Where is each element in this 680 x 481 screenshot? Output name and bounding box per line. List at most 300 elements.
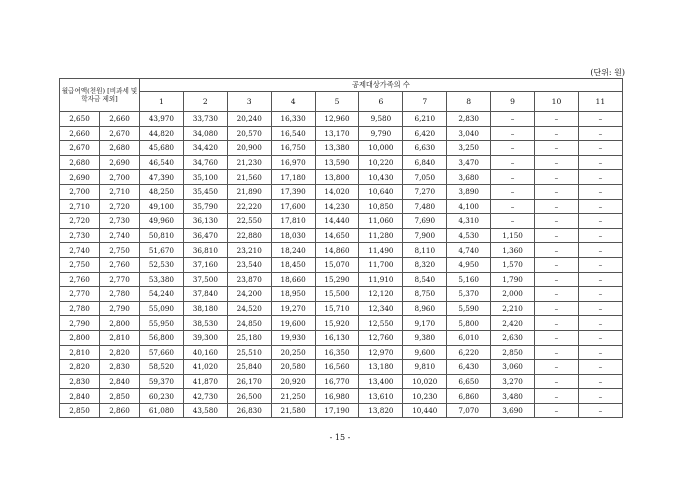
tax-amount-cell: –: [535, 374, 579, 389]
tax-amount-cell: 13,400: [359, 374, 403, 389]
tax-amount-cell: 47,390: [140, 170, 184, 185]
tax-amount-cell: 14,230: [315, 199, 359, 214]
tax-amount-cell: 7,900: [403, 228, 447, 243]
tax-amount-cell: –: [491, 199, 535, 214]
tax-amount-cell: –: [535, 199, 579, 214]
tax-amount-cell: 6,430: [447, 360, 491, 375]
tax-amount-cell: 14,440: [315, 214, 359, 229]
income-to-cell: 2,800: [100, 316, 140, 331]
tax-amount-cell: 60,230: [140, 389, 184, 404]
tax-amount-cell: 6,630: [403, 141, 447, 156]
tax-amount-cell: 36,810: [183, 243, 227, 258]
tax-amount-cell: 6,840: [403, 155, 447, 170]
tax-amount-cell: 2,420: [491, 316, 535, 331]
tax-amount-cell: 7,480: [403, 199, 447, 214]
tax-amount-cell: 22,550: [227, 214, 271, 229]
tax-amount-cell: 20,900: [227, 141, 271, 156]
tax-amount-cell: 16,130: [315, 330, 359, 345]
unit-note: (단위: 원): [590, 68, 625, 77]
tax-amount-cell: 25,180: [227, 330, 271, 345]
family-count-9: 9: [491, 92, 535, 112]
tax-amount-cell: –: [535, 141, 579, 156]
tax-amount-cell: 8,540: [403, 272, 447, 287]
tax-amount-cell: 16,750: [271, 141, 315, 156]
tax-amount-cell: 12,970: [359, 345, 403, 360]
tax-amount-cell: 9,810: [403, 360, 447, 375]
income-to-cell: 2,770: [100, 272, 140, 287]
tax-amount-cell: 2,830: [447, 112, 491, 127]
income-from-cell: 2,840: [60, 389, 100, 404]
tax-amount-cell: 21,890: [227, 184, 271, 199]
income-to-cell: 2,710: [100, 184, 140, 199]
tax-amount-cell: 13,590: [315, 155, 359, 170]
tax-amount-cell: 56,800: [140, 330, 184, 345]
tax-amount-cell: –: [491, 155, 535, 170]
tax-amount-cell: 22,880: [227, 228, 271, 243]
tax-amount-cell: 20,570: [227, 126, 271, 141]
tax-amount-cell: 16,540: [271, 126, 315, 141]
tax-amount-cell: 1,570: [491, 257, 535, 272]
tax-amount-cell: 42,730: [183, 389, 227, 404]
income-to-cell: 2,850: [100, 389, 140, 404]
tax-amount-cell: 5,160: [447, 272, 491, 287]
tax-amount-cell: 43,580: [183, 403, 227, 418]
tax-amount-cell: 34,760: [183, 155, 227, 170]
tax-amount-cell: 17,810: [271, 214, 315, 229]
tax-amount-cell: 11,910: [359, 272, 403, 287]
tax-amount-cell: –: [491, 126, 535, 141]
tax-amount-cell: 6,650: [447, 374, 491, 389]
family-count-header: 공제대상가족의 수: [140, 79, 623, 92]
tax-amount-cell: –: [578, 155, 622, 170]
income-from-cell: 2,690: [60, 170, 100, 185]
tax-amount-cell: 1,360: [491, 243, 535, 258]
tax-amount-cell: 3,890: [447, 184, 491, 199]
tax-amount-cell: –: [578, 403, 622, 418]
income-from-cell: 2,660: [60, 126, 100, 141]
table-row: [60, 272, 623, 287]
tax-amount-cell: –: [535, 403, 579, 418]
tax-amount-cell: 37,840: [183, 287, 227, 302]
income-from-cell: 2,820: [60, 360, 100, 375]
tax-amount-cell: –: [578, 228, 622, 243]
tax-amount-cell: 36,130: [183, 214, 227, 229]
tax-amount-cell: –: [535, 272, 579, 287]
tax-amount-cell: –: [578, 184, 622, 199]
tax-amount-cell: 15,070: [315, 257, 359, 272]
table-row: [60, 228, 623, 243]
tax-amount-cell: 50,810: [140, 228, 184, 243]
tax-amount-cell: –: [578, 374, 622, 389]
tax-amount-cell: –: [578, 330, 622, 345]
tax-amount-cell: 58,520: [140, 360, 184, 375]
income-from-cell: 2,800: [60, 330, 100, 345]
table-row: [60, 141, 623, 156]
tax-amount-cell: –: [578, 112, 622, 127]
tax-amount-cell: 14,650: [315, 228, 359, 243]
tax-amount-cell: 43,970: [140, 112, 184, 127]
tax-amount-cell: –: [578, 141, 622, 156]
family-count-5: 5: [315, 92, 359, 112]
tax-amount-cell: –: [578, 214, 622, 229]
tax-amount-cell: 12,760: [359, 330, 403, 345]
tax-amount-cell: –: [578, 360, 622, 375]
tax-amount-cell: 6,220: [447, 345, 491, 360]
tax-amount-cell: –: [578, 389, 622, 404]
tax-amount-cell: 17,190: [315, 403, 359, 418]
income-from-cell: 2,730: [60, 228, 100, 243]
income-from-cell: 2,680: [60, 155, 100, 170]
tax-amount-cell: 13,180: [359, 360, 403, 375]
tax-amount-cell: 15,920: [315, 316, 359, 331]
tax-amount-cell: 12,960: [315, 112, 359, 127]
tax-amount-cell: 24,520: [227, 301, 271, 316]
tax-amount-cell: 5,800: [447, 316, 491, 331]
tax-amount-cell: 8,110: [403, 243, 447, 258]
tax-amount-cell: –: [535, 170, 579, 185]
tax-amount-cell: 35,100: [183, 170, 227, 185]
tax-amount-cell: 9,380: [403, 330, 447, 345]
tax-amount-cell: 37,160: [183, 257, 227, 272]
tax-amount-cell: 45,680: [140, 141, 184, 156]
income-from-cell: 2,830: [60, 374, 100, 389]
tax-amount-cell: 18,660: [271, 272, 315, 287]
tax-amount-cell: 3,690: [491, 403, 535, 418]
tax-amount-cell: 4,310: [447, 214, 491, 229]
tax-amount-cell: 21,230: [227, 155, 271, 170]
tax-amount-cell: 17,600: [271, 199, 315, 214]
tax-amount-cell: 13,800: [315, 170, 359, 185]
tax-amount-cell: 49,960: [140, 214, 184, 229]
table-row: [60, 126, 623, 141]
tax-amount-cell: –: [491, 112, 535, 127]
tax-amount-cell: 10,850: [359, 199, 403, 214]
tax-amount-cell: –: [535, 214, 579, 229]
tax-amount-cell: 41,870: [183, 374, 227, 389]
tax-amount-cell: 14,020: [315, 184, 359, 199]
tax-amount-cell: 55,090: [140, 301, 184, 316]
tax-amount-cell: 10,220: [359, 155, 403, 170]
tax-amount-cell: 8,750: [403, 287, 447, 302]
tax-amount-cell: 44,820: [140, 126, 184, 141]
table-row: [60, 330, 623, 345]
tax-amount-cell: 24,850: [227, 316, 271, 331]
table-row: [60, 316, 623, 331]
income-from-cell: 2,770: [60, 287, 100, 302]
tax-amount-cell: 7,070: [447, 403, 491, 418]
tax-amount-cell: 11,700: [359, 257, 403, 272]
tax-amount-cell: 16,770: [315, 374, 359, 389]
tax-amount-cell: 16,980: [315, 389, 359, 404]
tax-amount-cell: 54,240: [140, 287, 184, 302]
tax-amount-cell: 4,530: [447, 228, 491, 243]
tax-amount-cell: 16,330: [271, 112, 315, 127]
page-number: - 15 -: [329, 433, 351, 442]
tax-amount-cell: 3,470: [447, 155, 491, 170]
tax-amount-cell: 15,290: [315, 272, 359, 287]
tax-amount-cell: 10,640: [359, 184, 403, 199]
tax-amount-cell: –: [535, 228, 579, 243]
tax-amount-cell: 26,830: [227, 403, 271, 418]
tax-amount-cell: 11,280: [359, 228, 403, 243]
tax-amount-cell: –: [491, 170, 535, 185]
income-to-cell: 2,820: [100, 345, 140, 360]
tax-amount-cell: –: [578, 257, 622, 272]
income-to-cell: 2,730: [100, 214, 140, 229]
tax-amount-cell: 13,610: [359, 389, 403, 404]
tax-amount-cell: 6,860: [447, 389, 491, 404]
income-from-cell: 2,850: [60, 403, 100, 418]
tax-amount-cell: –: [578, 301, 622, 316]
tax-amount-cell: 9,580: [359, 112, 403, 127]
tax-amount-cell: 21,560: [227, 170, 271, 185]
tax-amount-cell: 20,250: [271, 345, 315, 360]
tax-amount-cell: –: [535, 301, 579, 316]
tax-amount-cell: 10,020: [403, 374, 447, 389]
tax-amount-cell: 15,500: [315, 287, 359, 302]
table-row: [60, 287, 623, 302]
tax-amount-cell: 61,080: [140, 403, 184, 418]
tax-amount-cell: 9,790: [359, 126, 403, 141]
tax-amount-cell: –: [491, 141, 535, 156]
tax-amount-cell: 59,370: [140, 374, 184, 389]
tax-amount-cell: 46,540: [140, 155, 184, 170]
income-from-cell: 2,710: [60, 199, 100, 214]
income-to-cell: 2,860: [100, 403, 140, 418]
tax-amount-cell: 57,660: [140, 345, 184, 360]
income-to-cell: 2,760: [100, 257, 140, 272]
tax-amount-cell: 49,100: [140, 199, 184, 214]
tax-amount-cell: 33,730: [183, 112, 227, 127]
tax-amount-cell: 26,170: [227, 374, 271, 389]
tax-amount-cell: 48,250: [140, 184, 184, 199]
tax-amount-cell: 1,150: [491, 228, 535, 243]
tax-amount-cell: 11,060: [359, 214, 403, 229]
income-to-cell: 2,720: [100, 199, 140, 214]
tax-amount-cell: 38,530: [183, 316, 227, 331]
tax-amount-cell: –: [535, 243, 579, 258]
tax-amount-cell: 13,380: [315, 141, 359, 156]
tax-amount-cell: 3,270: [491, 374, 535, 389]
income-to-cell: 2,680: [100, 141, 140, 156]
tax-amount-cell: 25,510: [227, 345, 271, 360]
tax-amount-cell: 1,790: [491, 272, 535, 287]
tax-amount-cell: –: [535, 330, 579, 345]
tax-amount-cell: 36,470: [183, 228, 227, 243]
tax-amount-cell: –: [535, 389, 579, 404]
tax-amount-cell: 18,240: [271, 243, 315, 258]
tax-amount-cell: 9,600: [403, 345, 447, 360]
tax-amount-cell: 18,030: [271, 228, 315, 243]
tax-amount-cell: 5,590: [447, 301, 491, 316]
income-from-cell: 2,750: [60, 257, 100, 272]
family-count-11: 11: [578, 92, 622, 112]
tax-amount-cell: 20,580: [271, 360, 315, 375]
tax-amount-cell: 51,670: [140, 243, 184, 258]
income-from-cell: 2,670: [60, 141, 100, 156]
table-row: [60, 389, 623, 404]
income-to-cell: 2,740: [100, 228, 140, 243]
income-from-cell: 2,780: [60, 301, 100, 316]
tax-amount-cell: 2,210: [491, 301, 535, 316]
tax-amount-cell: 17,180: [271, 170, 315, 185]
tax-amount-cell: 15,710: [315, 301, 359, 316]
tax-amount-cell: 41,020: [183, 360, 227, 375]
tax-amount-cell: 20,240: [227, 112, 271, 127]
tax-amount-cell: 3,480: [491, 389, 535, 404]
withholding-tax-table: [59, 78, 623, 418]
tax-amount-cell: 3,680: [447, 170, 491, 185]
table-row: [60, 112, 623, 127]
tax-amount-cell: 26,500: [227, 389, 271, 404]
tax-amount-cell: –: [535, 126, 579, 141]
tax-amount-cell: 8,960: [403, 301, 447, 316]
tax-amount-cell: 3,040: [447, 126, 491, 141]
table-row: [60, 170, 623, 185]
tax-amount-cell: 19,930: [271, 330, 315, 345]
table-row: [60, 257, 623, 272]
income-from-cell: 2,810: [60, 345, 100, 360]
tax-amount-cell: 18,950: [271, 287, 315, 302]
tax-amount-cell: 24,200: [227, 287, 271, 302]
tax-amount-cell: 22,220: [227, 199, 271, 214]
family-count-10: 10: [535, 92, 579, 112]
tax-amount-cell: –: [578, 243, 622, 258]
income-from-cell: 2,720: [60, 214, 100, 229]
tax-amount-cell: –: [535, 184, 579, 199]
tax-amount-cell: 16,350: [315, 345, 359, 360]
tax-amount-cell: 12,550: [359, 316, 403, 331]
tax-amount-cell: –: [535, 112, 579, 127]
tax-amount-cell: 17,390: [271, 184, 315, 199]
income-from-cell: 2,740: [60, 243, 100, 258]
tax-amount-cell: 52,530: [140, 257, 184, 272]
tax-amount-cell: –: [578, 316, 622, 331]
family-count-1: 1: [140, 92, 184, 112]
tax-amount-cell: 25,840: [227, 360, 271, 375]
tax-amount-cell: 4,740: [447, 243, 491, 258]
tax-amount-cell: 21,580: [271, 403, 315, 418]
table-row: [60, 214, 623, 229]
tax-amount-cell: 23,210: [227, 243, 271, 258]
tax-amount-cell: 23,870: [227, 272, 271, 287]
tax-amount-cell: 11,490: [359, 243, 403, 258]
tax-amount-cell: 5,370: [447, 287, 491, 302]
tax-amount-cell: –: [535, 360, 579, 375]
tax-amount-cell: 35,790: [183, 199, 227, 214]
tax-amount-cell: 7,270: [403, 184, 447, 199]
table-row: [60, 243, 623, 258]
tax-amount-cell: –: [535, 345, 579, 360]
tax-amount-cell: 53,380: [140, 272, 184, 287]
tax-amount-cell: 38,180: [183, 301, 227, 316]
income-to-cell: 2,660: [100, 112, 140, 127]
tax-amount-cell: –: [578, 199, 622, 214]
tax-amount-cell: 4,100: [447, 199, 491, 214]
table-row: [60, 199, 623, 214]
income-to-cell: 2,670: [100, 126, 140, 141]
family-count-8: 8: [447, 92, 491, 112]
tax-amount-cell: 10,000: [359, 141, 403, 156]
income-to-cell: 2,810: [100, 330, 140, 345]
family-count-6: 6: [359, 92, 403, 112]
income-from-cell: 2,790: [60, 316, 100, 331]
tax-amount-cell: –: [535, 316, 579, 331]
tax-amount-cell: –: [578, 126, 622, 141]
family-count-7: 7: [403, 92, 447, 112]
tax-amount-cell: –: [578, 287, 622, 302]
tax-amount-cell: –: [578, 170, 622, 185]
tax-amount-cell: –: [535, 287, 579, 302]
table-row: [60, 345, 623, 360]
tax-amount-cell: 2,630: [491, 330, 535, 345]
tax-amount-cell: 10,430: [359, 170, 403, 185]
tax-amount-cell: 6,210: [403, 112, 447, 127]
table-row: [60, 184, 623, 199]
tax-amount-cell: 3,060: [491, 360, 535, 375]
income-to-cell: 2,840: [100, 374, 140, 389]
income-range-header: 월급여액(천원) [비과세 및 학자금 제외]: [60, 79, 140, 112]
tax-amount-cell: –: [491, 214, 535, 229]
tax-amount-cell: 16,560: [315, 360, 359, 375]
income-to-cell: 2,690: [100, 155, 140, 170]
tax-amount-cell: 14,860: [315, 243, 359, 258]
tax-amount-cell: 2,850: [491, 345, 535, 360]
tax-amount-cell: 13,170: [315, 126, 359, 141]
family-count-4: 4: [271, 92, 315, 112]
tax-amount-cell: 8,320: [403, 257, 447, 272]
table-row: [60, 403, 623, 418]
tax-amount-cell: 12,120: [359, 287, 403, 302]
tax-amount-cell: 13,820: [359, 403, 403, 418]
income-to-cell: 2,700: [100, 170, 140, 185]
table-row: [60, 374, 623, 389]
tax-amount-cell: –: [578, 272, 622, 287]
tax-amount-cell: 18,450: [271, 257, 315, 272]
family-count-2: 2: [183, 92, 227, 112]
tax-amount-cell: 10,230: [403, 389, 447, 404]
tax-amount-cell: 35,450: [183, 184, 227, 199]
table-row: [60, 301, 623, 316]
tax-amount-cell: –: [535, 155, 579, 170]
tax-amount-cell: 7,050: [403, 170, 447, 185]
table-row: [60, 360, 623, 375]
tax-amount-cell: 20,920: [271, 374, 315, 389]
family-count-3: 3: [227, 92, 271, 112]
tax-amount-cell: 4,950: [447, 257, 491, 272]
income-to-cell: 2,750: [100, 243, 140, 258]
income-to-cell: 2,830: [100, 360, 140, 375]
income-to-cell: 2,790: [100, 301, 140, 316]
tax-amount-cell: 9,170: [403, 316, 447, 331]
tax-amount-cell: 3,250: [447, 141, 491, 156]
tax-amount-cell: –: [535, 257, 579, 272]
tax-amount-cell: 6,420: [403, 126, 447, 141]
tax-amount-cell: 6,010: [447, 330, 491, 345]
tax-amount-cell: 55,950: [140, 316, 184, 331]
tax-amount-cell: 34,080: [183, 126, 227, 141]
tax-amount-cell: –: [491, 184, 535, 199]
table-row: [60, 155, 623, 170]
income-from-cell: 2,700: [60, 184, 100, 199]
tax-amount-cell: 12,340: [359, 301, 403, 316]
income-from-cell: 2,650: [60, 112, 100, 127]
tax-amount-cell: 34,420: [183, 141, 227, 156]
tax-amount-cell: 23,540: [227, 257, 271, 272]
tax-amount-cell: 10,440: [403, 403, 447, 418]
tax-amount-cell: 2,000: [491, 287, 535, 302]
tax-amount-cell: 16,970: [271, 155, 315, 170]
